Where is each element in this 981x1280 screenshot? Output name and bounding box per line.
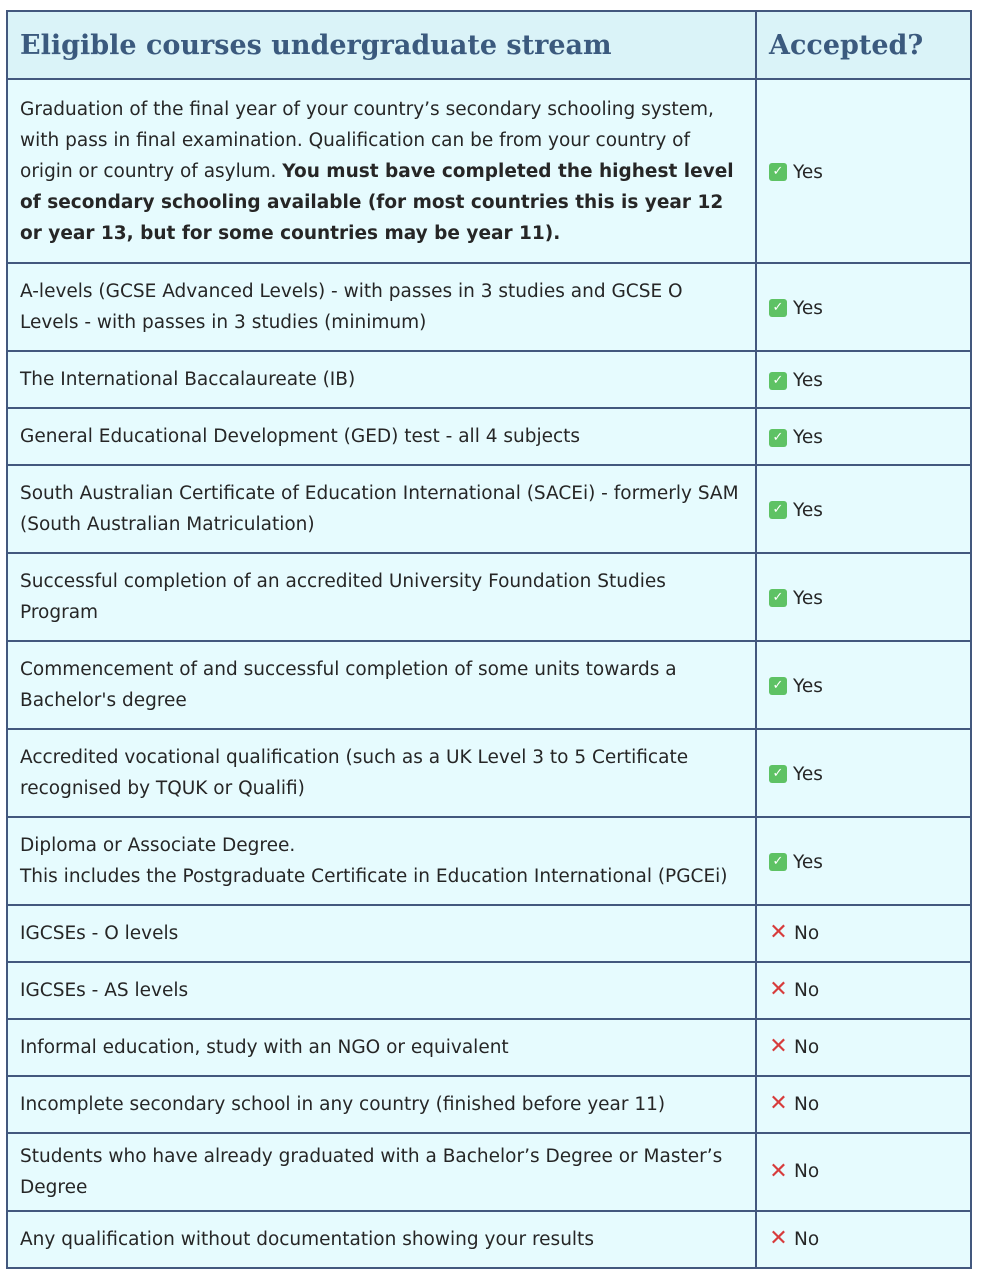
status-label: Yes [793,763,823,785]
table-row [7,817,971,905]
accepted-cell [756,641,971,729]
table-row [7,962,971,1019]
status-label: Yes [793,851,823,873]
course-text: Any qualification without documentation showing your results [20,1229,594,1250]
accepted-cell [756,465,971,553]
status-badge [769,422,823,453]
course-text: South Australian Certificate of Education International (SACEi) - formerly SAM (South Australian Matriculation) [20,483,739,535]
status-label: Yes [793,675,823,697]
checkmark-icon: ✓ [769,589,787,607]
status-label: No [794,1228,820,1250]
course-text: The International Baccalaureate (IB) [20,369,356,390]
status-badge [769,1089,819,1120]
cross-icon: ✕ [769,920,788,946]
status-badge [769,1224,819,1255]
accepted-cell [756,1076,971,1133]
accepted-cell [756,263,971,351]
table-row [7,641,971,729]
course-cell [7,263,756,351]
table-row [7,351,971,408]
status-badge [769,975,819,1006]
course-cell [7,351,756,408]
course-cell [7,1133,756,1211]
table-row [7,263,971,351]
table-row [7,1211,971,1268]
accepted-cell [756,351,971,408]
course-text: IGCSEs - O levels [20,923,179,944]
header-accepted: Accepted? [756,11,971,79]
accepted-cell [756,729,971,817]
course-text: IGCSEs - AS levels [20,980,189,1001]
table-row [7,1019,971,1076]
table-row [7,729,971,817]
checkmark-icon: ✓ [769,163,787,181]
course-cell [7,905,756,962]
course-text: Students who have already graduated with a Bachelor’s Degree or Master’s Degree [20,1146,723,1198]
header-course: Eligible courses undergraduate stream [7,11,756,79]
course-cell [7,408,756,465]
checkmark-icon: ✓ [769,429,787,447]
accepted-cell [756,553,971,641]
status-badge [769,157,823,188]
table-row [7,408,971,465]
accepted-cell [756,408,971,465]
cross-icon: ✕ [769,1158,788,1184]
accepted-cell [756,79,971,263]
course-text-line2: This includes the Postgraduate Certificate in Education International (PGCEi) [20,866,728,887]
header-row [7,11,971,79]
checkmark-icon: ✓ [769,765,787,783]
course-text: Incomplete secondary school in any country (finished before year 11) [20,1094,666,1115]
course-text: Successful completion of an accredited University Foundation Studies Program [20,571,666,623]
eligibility-table [6,10,972,1269]
status-label: No [794,922,820,944]
status-badge [769,759,823,790]
course-cell [7,641,756,729]
accepted-cell [756,1211,971,1268]
course-text: A-levels (GCSE Advanced Levels) - with passes in 3 studies and GCSE O Levels - with passes in 3 studies (minimum) [20,281,683,333]
cross-icon: ✕ [769,1091,788,1117]
course-text: Informal education, study with an NGO or equivalent [20,1037,509,1058]
status-label: Yes [793,427,823,449]
course-cell [7,1076,756,1133]
course-cell [7,553,756,641]
course-text: Accredited vocational qualification (such as a UK Level 3 to 5 Certificate recognised by TQUK or Qualifi) [20,747,689,799]
status-label: No [794,1036,820,1058]
status-badge [769,1156,819,1187]
status-label: Yes [793,370,823,392]
course-cell [7,79,756,263]
status-label: No [794,979,820,1001]
checkmark-icon: ✓ [769,677,787,695]
status-label: No [794,1161,820,1183]
cross-icon: ✕ [769,977,788,1003]
course-cell [7,962,756,1019]
accepted-cell [756,1019,971,1076]
table-row [7,905,971,962]
status-badge [769,495,823,526]
status-badge [769,365,823,396]
course-text: General Educational Development (GED) test - all 4 subjects [20,426,581,447]
status-badge [769,1032,819,1063]
table-row [7,553,971,641]
course-text: Diploma or Associate Degree. [20,835,296,856]
status-label: No [794,1093,820,1115]
checkmark-icon: ✓ [769,299,787,317]
status-label: Yes [793,161,823,183]
course-text: Graduation of the final year of your country’s secondary schooling system, with pass in final examination. Qualification can be from your country of origin or country of asylum. [20,98,714,182]
course-cell [7,729,756,817]
accepted-cell [756,1133,971,1211]
accepted-cell [756,962,971,1019]
course-text: Commencement of and successful completion of some units towards a Bachelor's degree [20,659,677,711]
table-row [7,79,971,263]
course-cell [7,817,756,905]
table-body [7,79,971,1268]
cross-icon: ✕ [769,1034,788,1060]
checkmark-icon: ✓ [769,501,787,519]
table-row [7,465,971,553]
checkmark-icon: ✓ [769,853,787,871]
status-badge [769,847,823,878]
status-badge [769,583,823,614]
status-badge [769,918,819,949]
status-label: Yes [793,297,823,319]
status-badge [769,293,823,324]
status-label: Yes [793,499,823,521]
accepted-cell [756,905,971,962]
course-cell [7,1211,756,1268]
checkmark-icon: ✓ [769,372,787,390]
course-note-bold: You must bave completed the highest level of secondary schooling available (for most countries this is year 12 or year 13, but for some countries may be year 11). [20,160,734,244]
course-cell [7,1019,756,1076]
status-badge [769,671,823,702]
table-row [7,1133,971,1211]
status-label: Yes [793,587,823,609]
accepted-cell [756,817,971,905]
course-cell [7,465,756,553]
table-row [7,1076,971,1133]
cross-icon: ✕ [769,1226,788,1252]
